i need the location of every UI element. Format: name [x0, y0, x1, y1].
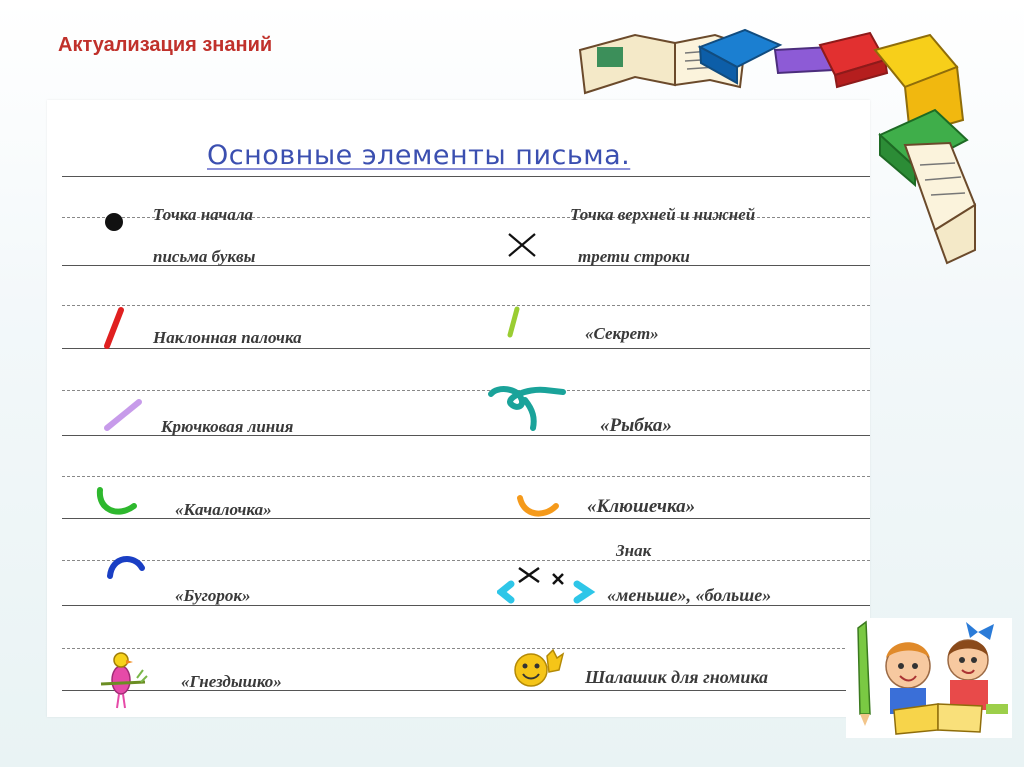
label-third-point-2: трети строки [578, 247, 690, 266]
smiley-icon [509, 648, 567, 688]
label-sign-1: Знак [616, 541, 652, 560]
secret-stick-icon [502, 305, 526, 339]
label-sign-2: «меньше», «больше» [607, 585, 772, 605]
label-club: «Клюшечка» [587, 496, 696, 517]
sheet-heading: Основные элементы письма. [207, 140, 631, 171]
fish-icon [487, 382, 571, 432]
cross-mark-icon [505, 230, 539, 260]
slanted-stick-icon [99, 306, 129, 350]
label-hut: Шалашик для гномика [585, 667, 769, 687]
rocker-icon [92, 484, 140, 520]
less-greater-icon [497, 562, 597, 604]
rule-line [62, 176, 870, 177]
writing-sheet [47, 100, 870, 717]
label-secret: «Секрет» [585, 324, 659, 343]
label-third-point-1: Точка верхней и нижней [570, 205, 756, 224]
rule-line-dashed [62, 305, 870, 306]
label-hook-line: Крючковая линия [161, 417, 294, 436]
label-bump: «Бугорок» [175, 586, 251, 605]
label-nest: «Гнездышко» [181, 672, 282, 691]
rule-line-dashed [62, 476, 870, 477]
rule-line-dashed [62, 648, 870, 649]
label-start-point-2: письма буквы [153, 247, 256, 266]
children-reading-icon [846, 618, 1012, 738]
bird-nest-icon [97, 648, 149, 714]
label-rocker: «Качалочка» [175, 500, 272, 519]
rule-line-dashed [62, 390, 870, 391]
bump-icon [104, 550, 148, 582]
label-start-point-1: Точка начала [153, 205, 254, 224]
club-icon [514, 490, 562, 522]
label-slanted-stick: Наклонная палочка [153, 328, 302, 347]
dot-icon [102, 210, 126, 234]
slide-title: Актуализация знаний [58, 34, 273, 56]
hook-line-icon [99, 396, 145, 436]
rule-line-dashed [62, 560, 870, 561]
label-fish: «Рыбка» [600, 415, 672, 436]
rule-line [62, 348, 870, 349]
